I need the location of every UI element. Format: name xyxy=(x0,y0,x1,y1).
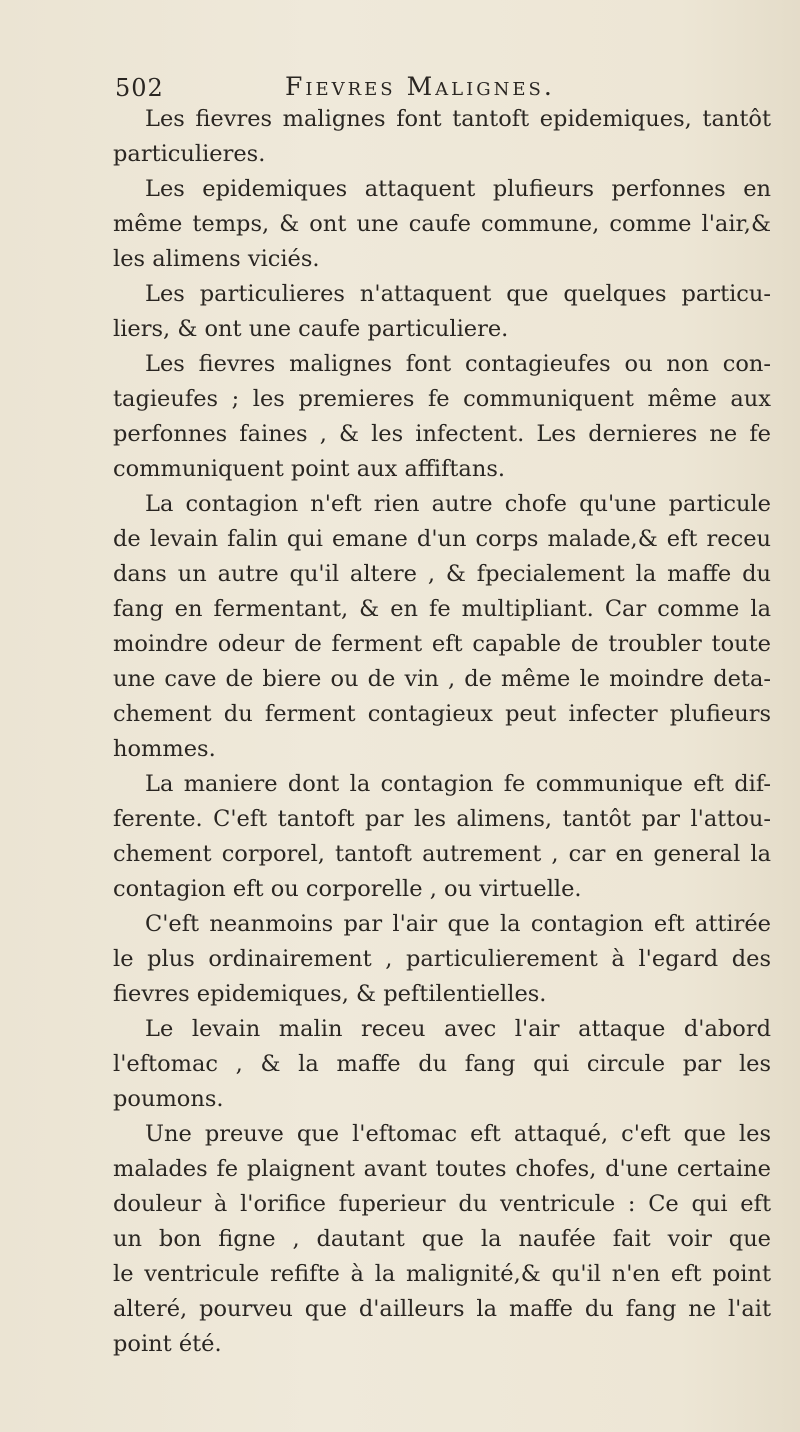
text-line: La contagion n'eft rien autre chofe qu'une particule xyxy=(145,491,771,517)
text-line: Les fievres malignes font tantoft epidemiques, tantôt xyxy=(145,106,771,132)
text-line: moindre odeur de ferment eft capable de troubler toute xyxy=(113,631,771,657)
text-line: Les particulieres n'attaquent que quelques particu- xyxy=(145,281,771,307)
text-line: le plus ordinairement , particulierement à l'egard des xyxy=(113,946,771,972)
text-line: chement du ferment contagieux peut infecter plufieurs xyxy=(113,701,771,727)
text-line: alteré, pourveu que d'ailleurs la maffe du fang ne l'ait xyxy=(113,1296,771,1322)
text-line: particulieres. xyxy=(113,141,266,167)
body-text xyxy=(113,102,771,1362)
text-line: fang en fermentant, & en fe multipliant. Car comme la xyxy=(113,596,771,622)
text-line: La maniere dont la contagion fe communique eft dif- xyxy=(145,771,771,797)
text-line: hommes. xyxy=(113,736,216,762)
text-line: dans un autre qu'il altere , & fpecialement la maffe du xyxy=(113,561,771,587)
text-line: perfonnes faines , & les infectent. Les dernieres ne fe xyxy=(113,421,771,447)
text-line: même temps, & ont une caufe commune, comme l'air,& xyxy=(113,211,771,237)
text-line: liers, & ont une caufe particuliere. xyxy=(113,316,509,342)
text-line: une cave de biere ou de vin , de même le moindre deta- xyxy=(113,666,771,692)
text-line: Les epidemiques attaquent plufieurs perfonnes en xyxy=(145,176,771,202)
text-line: les alimens viciés. xyxy=(113,246,320,272)
text-line: tagieufes ; les premieres fe communiquent même aux xyxy=(113,386,771,412)
text-line: fievres epidemiques, & peftilentielles. xyxy=(113,981,547,1007)
text-line: ferente. C'eft tantoft par les alimens, tantôt par l'attou- xyxy=(113,806,771,832)
text-line: point été. xyxy=(113,1331,222,1357)
text-line: Le levain malin receu avec l'air attaque d'abord xyxy=(145,1016,771,1042)
text-line: Les fievres malignes font contagieufes ou non con- xyxy=(145,351,771,377)
text-line: malades fe plaignent avant toutes chofes, d'une certaine xyxy=(113,1156,771,1182)
running-title: Fievres Malignes. xyxy=(285,72,555,101)
text-line: de levain falin qui emane d'un corps malade,& eft receu xyxy=(113,526,771,552)
text-line: communiquent point aux affiftans. xyxy=(113,456,506,482)
text-line: un bon figne , dautant que la naufée fait voir que xyxy=(113,1226,771,1252)
text-line: C'eft neanmoins par l'air que la contagion eft attirée xyxy=(145,911,771,937)
text-line: le ventricule refifte à la malignité,& qu'il n'en eft point xyxy=(113,1261,771,1287)
text-line: Une preuve que l'eftomac eft attaqué, c'eft que les xyxy=(145,1121,771,1147)
text-line: douleur à l'orifice fuperieur du ventricule : Ce qui eft xyxy=(113,1191,771,1217)
text-line: poumons. xyxy=(113,1086,224,1112)
text-line: chement corporel, tantoft autrement , car en general la xyxy=(113,841,771,867)
text-line: contagion eft ou corporelle , ou virtuelle. xyxy=(113,876,582,902)
page-number: 502 xyxy=(115,74,164,102)
text-line: l'eftomac , & la maffe du fang qui circule par les xyxy=(113,1051,771,1077)
